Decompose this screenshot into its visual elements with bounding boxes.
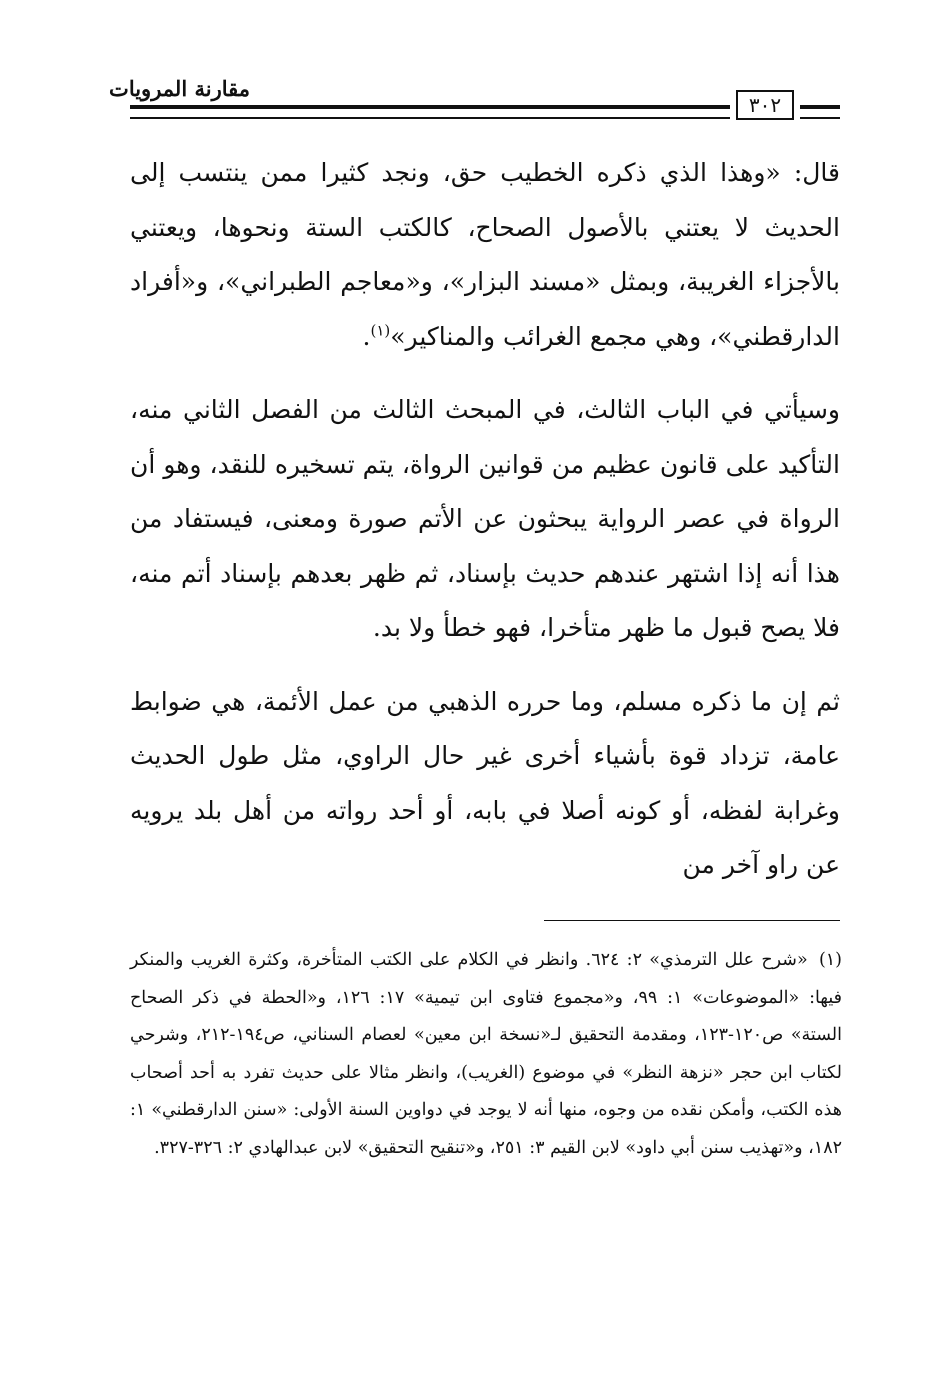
footnote <box>130 942 842 1168</box>
page-number: ٣٠٢ <box>736 90 794 120</box>
main-text <box>130 146 840 893</box>
paragraph <box>130 146 840 364</box>
header-rule-bottom <box>130 117 730 119</box>
paragraph-end: . <box>362 321 371 351</box>
running-title: مقارنة المرويات <box>109 76 250 101</box>
footnote-reference[interactable]: (١) <box>370 321 391 340</box>
footnote-number: (١) <box>818 950 842 970</box>
header-rule-top <box>130 105 730 109</box>
paragraph: وسيأتي في الباب الثالث، في المبحث الثالث من الفصل الثاني منه، التأكيد على قانون عظيم من قوانين الرواة، يتم تسخيره للنقد، وهو أن الرواة في عصر الرواية يبحثون عن الأتم صورة ومعنى، فيستفاد من هذا أنه إذا اشتهر عندهم حديث بإسناد، ثم ظهر بعدهم بإسناد أتم منه، فلا يصح قبول ما ظهر متأخرا، فهو خطأ ولا بد. <box>130 395 840 642</box>
footnotes <box>130 942 842 1168</box>
header-rule-right-top <box>800 105 840 109</box>
paragraph-text: قال: «وهذا الذي ذكره الخطيب حق، ونجد كثيرا ممن ينتسب إلى الحديث لا يعتني بالأصول الصحاح، كالكتب الستة ونحوها، ويعتني بالأجزاء الغريبة، وبمثل «مسند البزار»، و«معاجم الطبراني»، و«أفراد الدارقطني»، وهي مجمع الغرائب والمناكير» <box>130 158 840 351</box>
header-rule-right-bottom <box>800 117 840 119</box>
footnote-text: «شرح علل الترمذي» ٢: ٦٢٤. وانظر في الكلام على الكتب المتأخرة، وكثرة الغريب والمنكر فيها: «الموضوعات» ١: ٩٩، و«مجموع فتاوى ابن تيمية» ١٧: ١٢٦، و«الحطة في ذكر الصحاح الستة» ص١٢٠-١٢٣، ومقدمة التحقيق لـ«نسخة ابن معين» لعصام السناني، ص١٩٤-٢١٢، وشرحي لكتاب ابن حجر «نزهة النظر» في موضوع (الغريب)، وانظر مثالا على حديث تفرد به أحد أصحاب هذه الكتب، وأمكن نقده من وجوه، منها أنه لا يوجد في دواوين السنة الأولى: «سنن الدارقطني» ١: ١٨٢، و«تهذيب سنن أبي داود» لابن القيم ٣: ٢٥١، و«تنقيح التحقيق» لابن عبدالهادي ٢: ٣٢٦-٣٢٧. <box>130 950 843 1158</box>
paragraph: ثم إن ما ذكره مسلم، وما حرره الذهبي من عمل الأئمة، هي ضوابط عامة، تزداد قوة بأشياء أخرى غير حال الراوي، مثل طول الحديث وغرابة لفظه، أو كونه أصلا في بابه، أو أحد رواته من أهل بلد يرويه عن راو آخر من <box>130 686 840 879</box>
footnote-separator <box>544 920 840 921</box>
